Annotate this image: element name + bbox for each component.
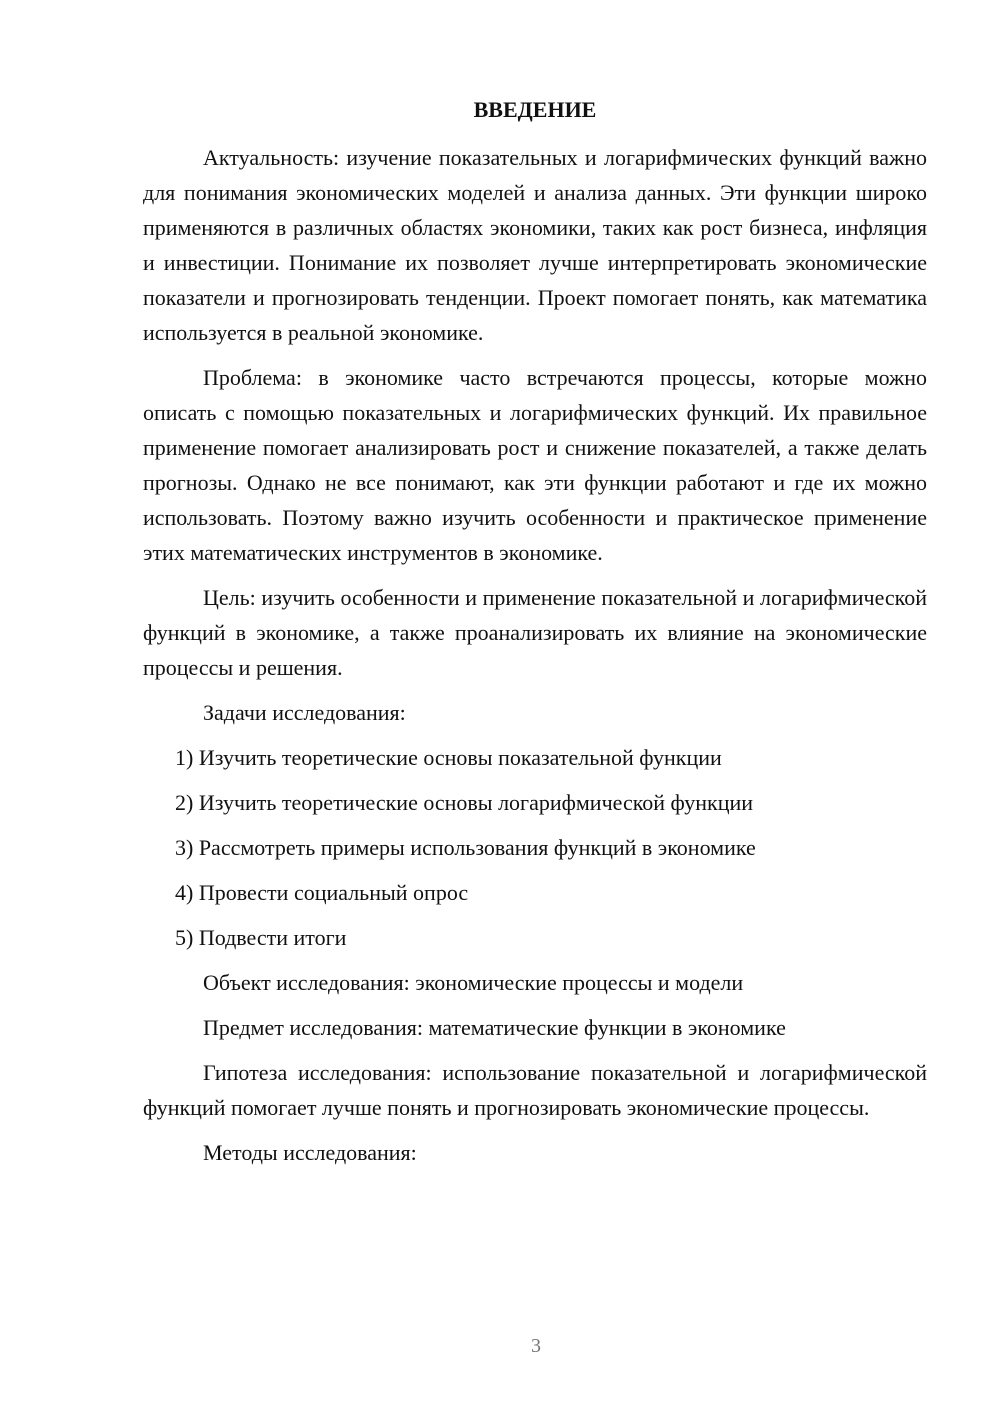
object-paragraph: Объект исследования: экономические процессы и модели xyxy=(203,970,744,995)
relevance-paragraph: Актуальность: изучение показательных и логарифмических функций важно для понимания экономических моделей и анализа данных. Эти функции широко применяются в различных областях экономики, таких как рост бизнеса, инфляция и инвестиции. Понимание их позволяет лучше интерпретировать экономические показатели и прогнозировать тенденции. Проект помогает понять, как математика используется в реальной экономике. xyxy=(143,145,927,345)
tasks-list xyxy=(143,740,927,955)
subject-paragraph: Предмет исследования: математические функции в экономике xyxy=(203,1015,786,1040)
page-number: 3 xyxy=(531,1335,541,1357)
page-content xyxy=(143,94,927,1180)
task-item-5: 5) Подвести итоги xyxy=(175,925,347,950)
goal-paragraph: Цель: изучить особенности и применение показательной и логарифмической функций в экономике, а также проанализировать их влияние на экономические процессы и решения. xyxy=(143,585,927,680)
methods-label: Методы исследования: xyxy=(203,1140,417,1165)
task-item-4: 4) Провести социальный опрос xyxy=(175,880,469,905)
task-item-3: 3) Рассмотреть примеры использования функций в экономике xyxy=(175,835,756,860)
tasks-label: Задачи исследования: xyxy=(203,700,406,725)
hypothesis-paragraph: Гипотеза исследования: использование показательной и логарифмической функций помогает лучше понять и прогнозировать экономические процессы. xyxy=(143,1060,927,1120)
task-item-1: 1) Изучить теоретические основы показательной функции xyxy=(175,745,722,770)
task-item-2: 2) Изучить теоретические основы логарифмической функции xyxy=(175,790,754,815)
section-heading: ВВЕДЕНИЕ xyxy=(473,97,597,122)
problem-paragraph: Проблема: в экономике часто встречаются процессы, которые можно описать с помощью показательных и логарифмических функций. Их правильное применение помогает анализировать рост и снижение показателей, а также делать прогнозы. Однако не все понимают, как эти функции работают и где их можно использовать. Поэтому важно изучить особенности и практическое применение этих математических инструментов в экономике. xyxy=(143,365,927,565)
